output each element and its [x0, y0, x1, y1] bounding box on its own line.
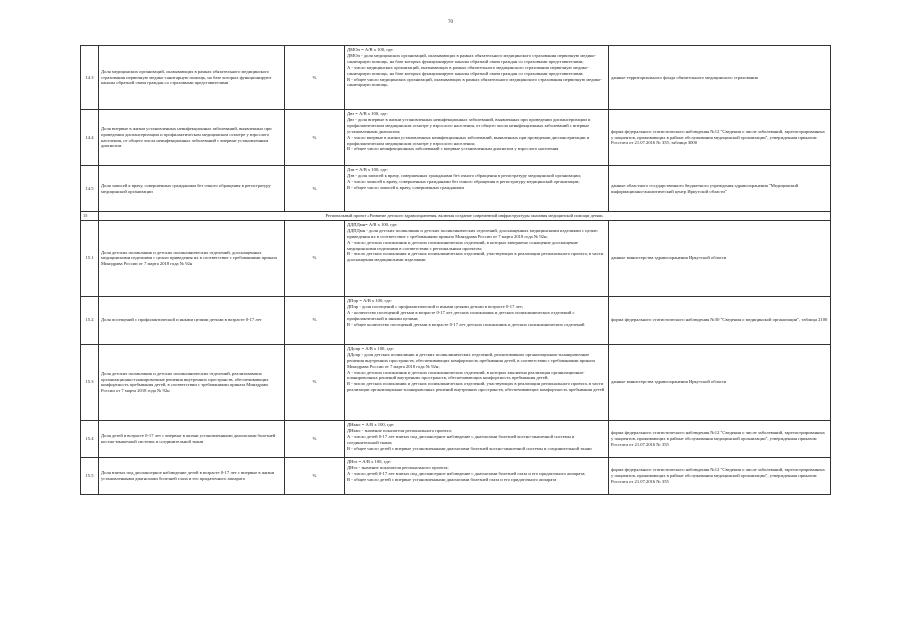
method-line: В - число детских поликлиник и детских поликлинических отделений, участвующих в реализации регионального проекта, в части дооснащения медицинскими изделиями [347, 251, 604, 263]
method-line: ДДПДмн= А/В х 100, где: [347, 221, 398, 227]
method-line: ДПпр = А/В х 100, где: [347, 297, 392, 303]
table-row [81, 457, 831, 494]
row-number-cell: 14.4 [81, 110, 99, 166]
method-line: Двз - доля впервые в жизни установленных неинфекционных заболеваний, выявленных при проведении диспансеризации и профилактическом медицинском осмотре у взрослого населения, от общего числа неинфекционных заболеваний с впервые установленным диагнозом; [347, 116, 591, 134]
data-source-cell: данные министерства здравоохранения Иркутской области [609, 344, 831, 420]
data-source-cell: данные министерства здравоохранения Иркутской области [609, 220, 831, 296]
method-line: В - общее количество посещений детьми в возрасте 0-17 лет детских поликлиник и детских поликлинических отделений [347, 321, 585, 327]
method-line: Дзв - доля записей к врачу, совершенных гражданами без очного обращения в регистратуру медицинской организации; [347, 172, 582, 178]
method-line: А - число детских поликлиник и детских поликлинических отделений, в которых завершено оснащение дооснащение медицинскими изделиями в соответствии с региональным проектом; [347, 239, 578, 251]
indicator-name-cell: Доля детских поликлиник и детских поликлинических отделений, реализовавших организационно-планировочные решения внутренних пространств, обеспечивающих комфортность пребывания детей, в соответствии с требованиями приказа Минздрава России от 7 марта 2018 года № 92н [99, 344, 285, 420]
method-line: Двз = А/В х 100, где: [347, 111, 388, 116]
indicators-table-body [81, 46, 831, 495]
method-line: ДМОп - доля медицинских организаций, оказывающих в рамках обязательного медицинского страхования первичную медико-санитарную помощь, на базе которых функционируют каналы обратной связи граждан со страховыми представителями; [347, 52, 596, 64]
calculation-method-cell [345, 110, 609, 166]
table-row [81, 420, 831, 457]
method-line: А - число детей 0-17 лет взятых под диспансерное наблюдение с диагнозами болезней глаза и его придаточного аппарата; [347, 470, 586, 476]
row-number-cell: 15.3 [81, 344, 99, 420]
indicator-name-cell: Доля записей к врачу, совершенных гражданами без очного обращения в регистратуру медицинской организации [99, 166, 285, 212]
method-line: В - общее число записей к врачу, совершенных гражданами [347, 184, 464, 190]
section-row [81, 212, 831, 221]
indicator-name-cell: Доля взятых под диспансерное наблюдение детей в возрасте 0-17 лет с впервые в жизни установленными диагнозами болезней глаза и его придаточного аппарата [99, 457, 285, 494]
method-line: ДДПДмн - доля детских поликлиник и детских поликлинических отделений, дооснащенных медицинскими изделиями с целью приведения их в соответствие с требованиями приказа Минздрава России от 7 марта 2018 года № 92н; [347, 227, 598, 239]
data-source-cell: форма федерального статистического наблюдения №12 "Сведения о числе заболеваний, зарегистрированных у пациентов, проживающих в районе обслуживания медицинской организации", утвержденная приказом Росстата от 21.07.2016 № 355, таблица 3000 [609, 110, 831, 166]
section-title: Региональный проект «Развитие детского здравоохранения, включая создание современной инфраструктуры оказания медицинской помощи детям» [99, 212, 831, 221]
method-line: В - общее число неинфекционных заболеваний с впервые установленным диагнозом у взрослого населения [347, 146, 559, 152]
method-line: ДДопр = А/В х 100, где: [347, 345, 394, 351]
method-line: ДНгл - значение показателя регионального проекта; [347, 464, 449, 470]
section-number: 15 [81, 212, 99, 221]
method-line: ДНкмс = А/В х 100, где: [347, 421, 395, 427]
indicator-name-cell: Доля посещений с профилактической и иными целями детьми в возрасте 0-17 лет [99, 296, 285, 344]
method-line: ДДопр - доля детских поликлиник и детских поликлинических отделений, реализовавших организационно-планировочные решения внутренних пространств, обеспечивающих комфортность пребывания детей, в соответствии с требованиями приказа Минздрава России от 7 марта 2018 года № 92н; [347, 351, 595, 369]
indicator-name-cell: Доля медицинских организаций, оказывающих в рамках обязательного медицинского страхования первичную медико-санитарную помощь, на базе которых функционируют каналы обратной связи граждан со страховыми представителями [99, 46, 285, 110]
method-line: А - число детских поликлиник и детских поликлинических отделений, в которых закончена реализация организационно-планировочных решений внутренних пространств, обеспечивающих комфортность пребывания детей; [347, 369, 585, 381]
data-source-cell: данные областного государственного бюджетного учреждения здравоохранения "Медицинский информационно-аналитический центр Иркутской области" [609, 166, 831, 212]
page-number: 70 [448, 20, 453, 25]
data-source-cell: данные территориального фонда обязательного медицинского страхования [609, 46, 831, 110]
table-row [81, 46, 831, 110]
method-line: А - количество посещений детьми в возрасте 0-17 лет детских поликлиник и детских поликлинических отделений с профилактической и иными целями; [347, 309, 575, 321]
unit-cell: % [285, 457, 345, 494]
data-source-cell: форма федерального статистического наблюдения №12 "Сведения о числе заболеваний, зарегистрированных у пациентов, проживающих в районе обслуживания медицинской организации", утвержденная приказом Росстата от 21.07.2016 № 355 [609, 420, 831, 457]
unit-cell: % [285, 110, 345, 166]
calculation-method-cell [345, 46, 609, 110]
method-line: ДНкмс - значение показателя регионального проекта; [347, 427, 452, 433]
table-row [81, 220, 831, 296]
calculation-method-cell [345, 166, 609, 212]
data-source-cell: форма федерального статистического наблюдения №30 "Сведения о медицинской организации", таблица 2100 [609, 296, 831, 344]
row-number-cell: 14.3 [81, 46, 99, 110]
method-line: В - число детских поликлиник и детских поликлинических отделений, участвующих в реализации регионального проекта, в части реализации организационно-планировочных решений внутренних пространств, обеспечивающих комфортность пребывания детей [347, 381, 605, 393]
method-line: А - число медицинских организаций, оказывающих в рамках обязательного медицинского страхования первичную медико-санитарную помощь, на базе которых функционируют каналы обратной связи граждан со страховыми представителями; [347, 64, 589, 76]
method-line: В - общее число детей с впервые установленными диагнозами болезней глаза и его придаточного аппарата [347, 476, 557, 482]
calculation-method-cell [345, 296, 609, 344]
method-line: В - общее число детей с впервые установленными диагнозами болезней костно-мышечной системы и соединительной ткани [347, 445, 592, 451]
row-number-cell: 15.2 [81, 296, 99, 344]
indicator-name-cell: Доля впервые в жизни установленных неинфекционных заболеваний, выявленных при проведении диспансеризации и профилактическом медицинском осмотре у взрослого населения, от общего числа неинфекционных заболеваний с впервые установленным диагнозом [99, 110, 285, 166]
method-line: ДНгл = А/В х 100, где: [347, 458, 392, 464]
unit-cell: % [285, 220, 345, 296]
table-row [81, 296, 831, 344]
row-number-cell: 14.5 [81, 166, 99, 212]
table-row [81, 110, 831, 166]
unit-cell: % [285, 344, 345, 420]
method-line: А - число записей к врачу, совершенных гражданами без очного обращения в регистратуру медицинской организации; [347, 178, 580, 184]
calculation-method-cell [345, 457, 609, 494]
row-number-cell: 15.5 [81, 457, 99, 494]
calculation-method-cell [345, 220, 609, 296]
table-row [81, 166, 831, 212]
method-line: В - общее число медицинских организаций, оказывающих в рамках обязательного медицинского страхования первичную медико-санитарную помощь. [347, 76, 602, 88]
method-line: А - число впервые в жизни установленных неинфекционных заболеваний, выявленных при проведении диспансеризации и профилактическом медицинском осмотре у взрослого населения; [347, 134, 590, 146]
table-row [81, 344, 831, 420]
unit-cell: % [285, 46, 345, 110]
calculation-method-cell [345, 420, 609, 457]
data-source-cell: форма федерального статистического наблюдения №12 "Сведения о числе заболеваний, зарегистрированных у пациентов, проживающих в районе обслуживания медицинской организации", утвержденная приказом Росстата от 21.07.2016 № 355 [609, 457, 831, 494]
indicator-name-cell: Доля детских поликлиник и детских поликлинических отделений, дооснащенных медицинскими изделиями с целью приведения их в соответствие с требованиями приказа Минздрава России от 7 марта 2018 года № 92н [99, 220, 285, 296]
indicators-table [80, 45, 831, 495]
calculation-method-cell [345, 344, 609, 420]
method-line: Дзв = А/В х 100, где: [347, 167, 388, 172]
method-line: А - число детей 0-17 лет взятых под диспансерное наблюдение с диагнозами болезней костно-мышечной системы и соединительной ткани; [347, 433, 575, 445]
unit-cell: % [285, 166, 345, 212]
unit-cell: % [285, 296, 345, 344]
row-number-cell: 15.4 [81, 420, 99, 457]
row-number-cell: 15.1 [81, 220, 99, 296]
method-line: ДМОп = А/В х 100, где: [347, 47, 394, 52]
indicator-name-cell: Доля детей в возрасте 0-17 лет с впервые в жизни установленными диагнозами болезней костно-мышечной системы и соединительной ткани [99, 420, 285, 457]
unit-cell: % [285, 420, 345, 457]
method-line: ДПпр - доля посещений с профилактической и иными целями детьми в возрасте 0-17 лет; [347, 303, 524, 309]
